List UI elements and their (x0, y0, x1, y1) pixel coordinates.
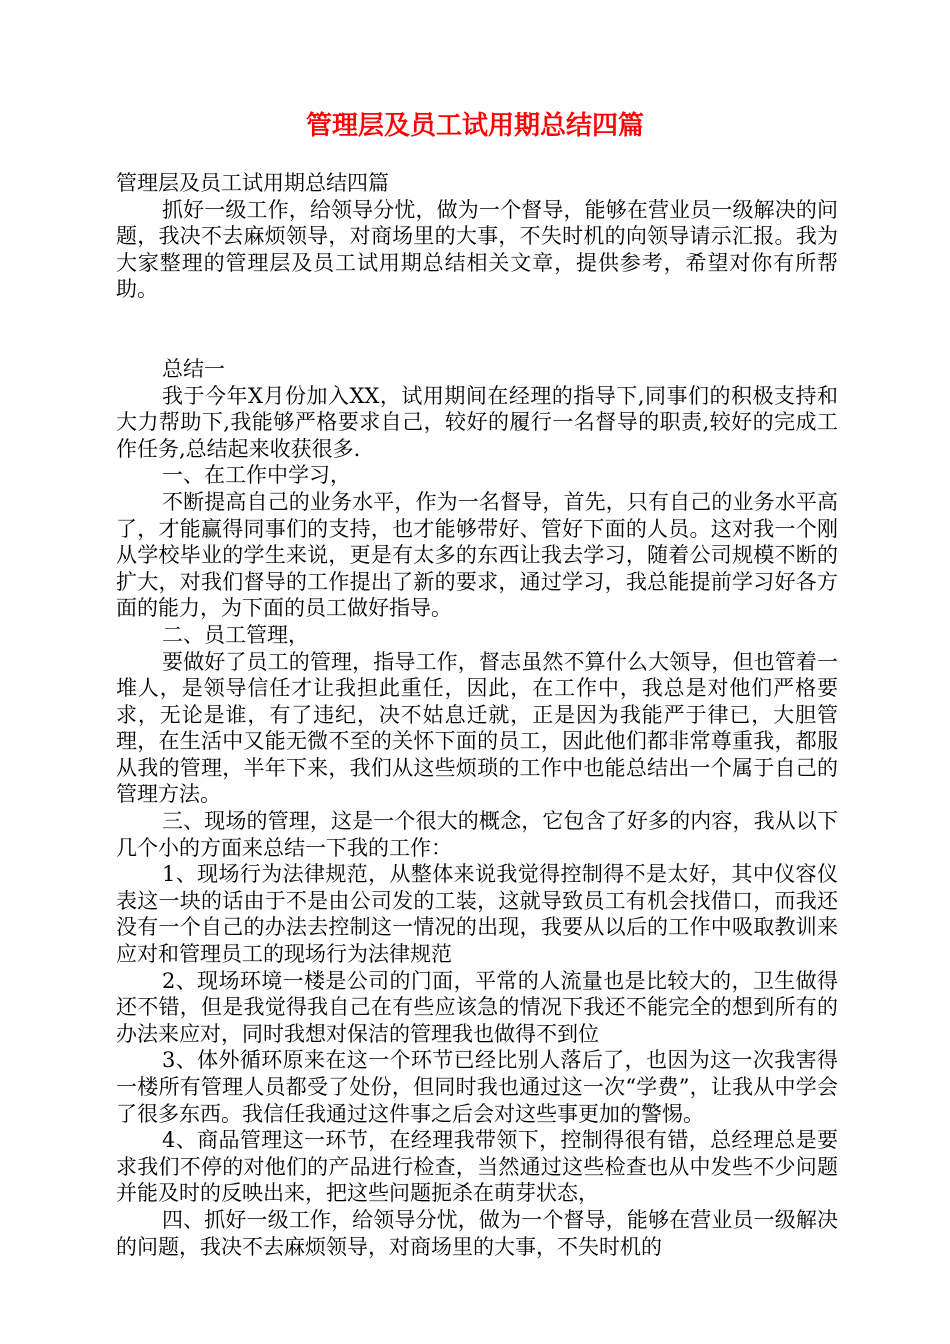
paragraph-learning: 不断提高自己的业务水平，作为一名督导，首先，只有自己的业务水平高了，才能赢得同事们的支持，也才能够带好、管好下面的人员。这对我一个刚从学校毕业的学生来说，更是有太多的东西让我去学习，随着公司规模不断的扩大，对我们督导的工作提出了新的要求，通过学习，我总能提前学习好各方面的能力，为下面的员工做好指导。 (116, 489, 838, 621)
section-heading-summary-one: 总结一 (162, 356, 225, 381)
subtitle-line: 管理层及员工试用期总结四篇 (116, 171, 389, 195)
paragraph-section-four: 四、抓好一级工作，给领导分忧，做为一个督导，能够在营业员一级解决的问题，我决不去麻烦领导，对商场里的大事，不失时机的 (116, 1207, 838, 1259)
intro-paragraph: 抓好一级工作，给领导分忧，做为一个督导，能够在营业员一级解决的问题，我决不去麻烦领导，对商场里的大事，不失时机的向领导请示汇报。我为大家整理的管理层及员工试用期总结相关文章，提供参考，希望对你有所帮助。 (116, 197, 838, 302)
paragraph-item-4: 4、商品管理这一环节，在经理我带领下，控制得很有错，总经理总是要求我们不停的对他们的产品进行检查，当然通过这些检查也从中发些不少问题并能及时的反映出来，把这些问题扼杀在萌芽状态， (116, 1128, 838, 1206)
paragraph-item-3: 3、体外循环原来在这一个环节已经比别人落后了，也因为这一次我害得一楼所有管理人员都受了处份，但同时我也通过这一次“学费”，让我从中学会了很多东西。我信任我通过这件事之后会对这些事更加的警惕。 (116, 1048, 838, 1126)
paragraph-joining: 我于今年X月份加入XX，试用期间在经理的指导下,同事们的积极支持和大力帮助下,我能够严格要求自己，较好的履行一名督导的职责,较好的完成工作任务,总结起来收获很多. (116, 383, 838, 461)
heading-learning-at-work: 一、在工作中学习， (162, 463, 351, 488)
heading-staff-management: 二、员工管理， (162, 622, 309, 647)
paragraph-item-1: 1、现场行为法律规范，从整体来说我觉得控制得不是太好，其中仪容仪表这一块的话由于不是由公司发的工装，这就导致员工有机会找借口，而我还没有一个自己的办法去控制这一情况的出现，我要从以后的工作中吸取教训来应对和管理员工的现场行为法律规范 (116, 862, 838, 967)
paragraph-staff-management: 要做好了员工的管理，指导工作，督志虽然不算什么大领导，但也管着一堆人，是领导信任才让我担此重任，因此，在工作中，我总是对他们严格要求，无论是谁，有了违纪，决不姑息迁就，正是因为我能严于律已，大胆管理，在生活中又能无微不至的关怀下面的员工，因此他们都非常尊重我，都服从我的管理，半年下来，我们从这些烦琐的工作中也能总结出一个属于自己的管理方法。 (116, 649, 838, 807)
paragraph-item-2: 2、现场环境一楼是公司的门面，平常的人流量也是比较大的，卫生做得还不错，但是我觉得我自己在有些应该急的情况下我还不能完全的想到所有的办法来应对，同时我想对保洁的管理我也做得不到位 (116, 968, 838, 1046)
document-body (116, 170, 838, 1260)
heading-site-management: 三、现场的管理，这是一个很大的概念，它包含了好多的内容，我从以下几个小的方面来总结一下我的工作： (116, 809, 838, 860)
document-title: 管理层及员工试用期总结四篇 (305, 111, 644, 141)
paragraph-spacer (116, 303, 838, 356)
